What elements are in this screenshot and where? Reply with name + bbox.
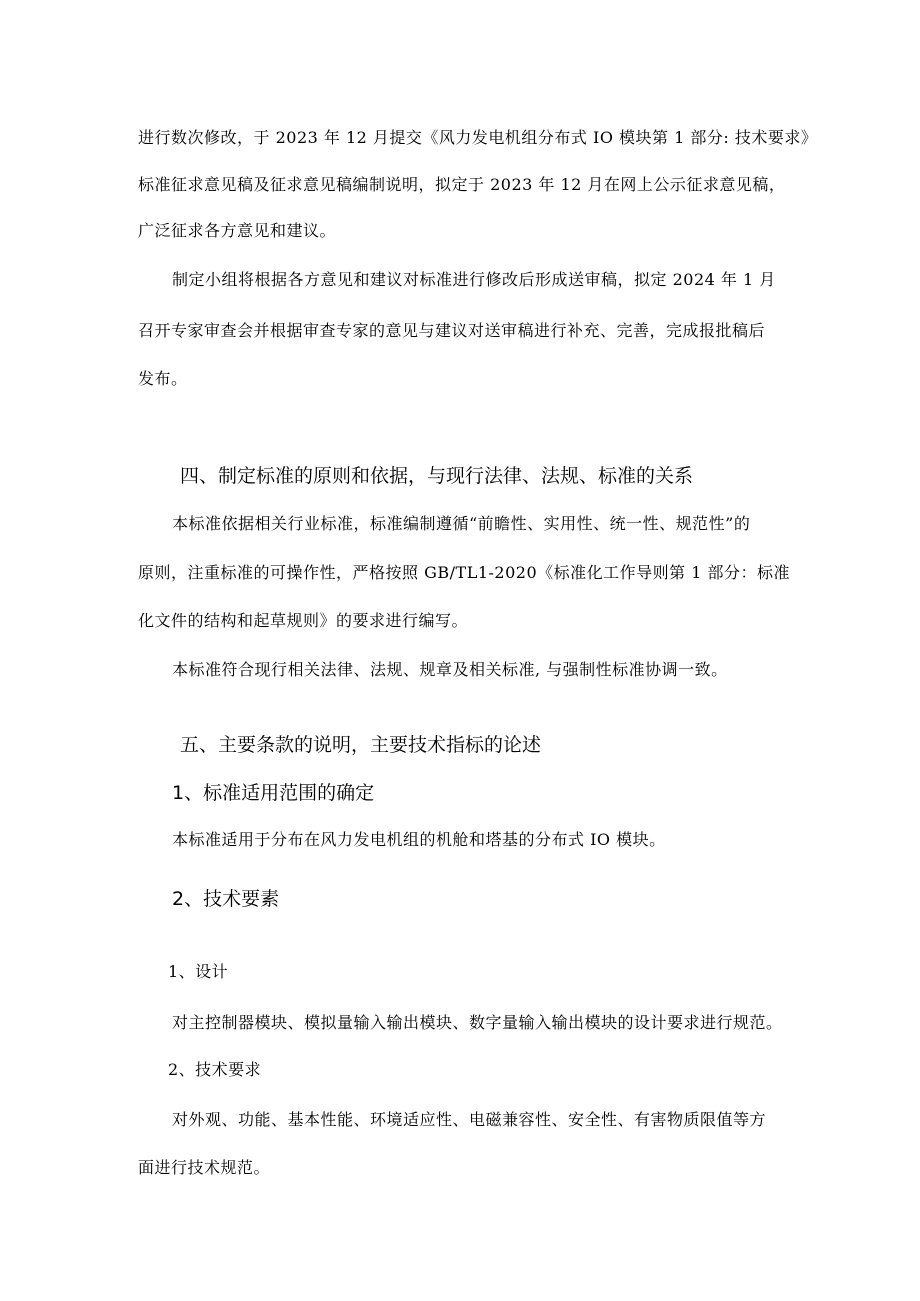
section5-sub1-title: 1、标准适用范围的确定 [172, 782, 375, 804]
section4-para1-line1: 本标准依据相关行业标准，标准编制遵循“前瞻性、实用性、统一性、规范性”的 [172, 514, 751, 533]
section4-para2: 本标准符合现行相关法律、法规、规章及相关标准, 与强制性标准协调一致。 [172, 660, 728, 679]
section5-sub1-text: 本标准适用于分布在风力发电机组的机舱和塔基的分布式 IO 模块。 [172, 830, 666, 849]
section4-para1-line2: 原则，注重标准的可操作性，严格按照 GB/TL1-2020《标准化工作导则第 1 部分：标准 [138, 563, 790, 582]
para1-line1: 进行数次修改，于 2023 年 12 月提交《风力发电机组分布式 IO 模块第 1 部分: 技术要求》 [138, 128, 818, 147]
section4-title: 四、制定标准的原则和依据，与现行法律、法规、标准的关系 [180, 465, 694, 487]
para1-line3: 广泛征求各方意见和建议。 [138, 221, 337, 240]
section5-title: 五、主要条款的说明，主要技术指标的论述 [180, 734, 542, 756]
section5-item1-text: 对主控制器模块、模拟量输入输出模块、数字量输入输出模块的设计要求进行规范。 [172, 1013, 783, 1032]
section5-sub2-title: 2、技术要素 [172, 888, 280, 910]
para2-line3: 发布。 [138, 369, 188, 388]
section4-para1-line3: 化文件的结构和起草规则》的要求进行编写。 [138, 611, 469, 630]
para2-line1: 制定小组将根据各方意见和建议对标准进行修改后形成送审稿，拟定 2024 年 1 月 [172, 270, 776, 289]
para2-line2: 召开专家审查会并根据审查专家的意见与建议对送审稿进行补充、完善，完成报批稿后 [138, 321, 766, 340]
section5-item2-line1: 对外观、功能、基本性能、环境适应性、电磁兼容性、安全性、有害物质限值等方 [172, 1110, 767, 1129]
para1-line2: 标准征求意见稿及征求意见稿编制说明，拟定于 2023 年 12 月在网上公示征求意见稿， [138, 175, 786, 194]
section5-item1-label: 1、设计 [168, 962, 229, 981]
section5-item2-label: 2、技术要求 [168, 1060, 262, 1079]
section5-item2-line2: 面进行技术规范。 [138, 1158, 271, 1177]
